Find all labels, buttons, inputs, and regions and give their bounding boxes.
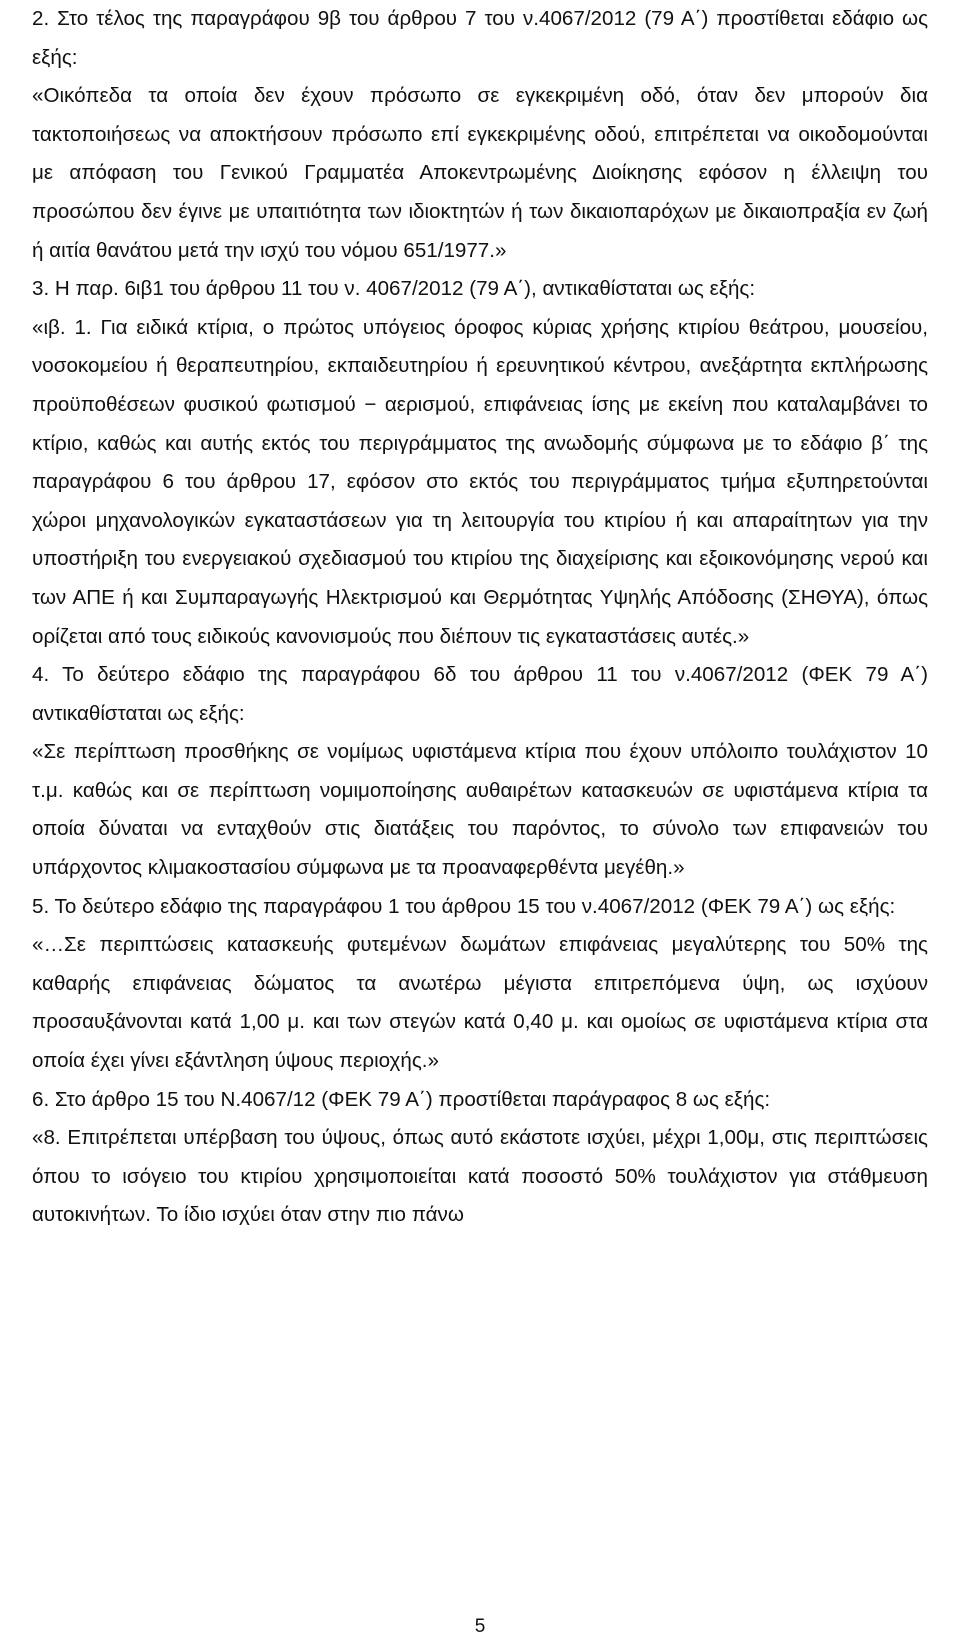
quoted-amendment-green-roofs: «…Σε περιπτώσεις κατασκευής φυτεμένων δωμάτων επιφάνειας μεγαλύτερης του 50% της καθαρής επιφάνειας δώματος τα ανωτέρω μέγιστα επιτρεπόμενα ύψη, ως ισχύουν προσαυξάνονται κατά 1,00 μ. και των στεγών κατά 0,40 μ. και ομοίως σε υφιστάμενα κτίρια στα οποία έχει γίνει εξάντληση ύψους περιοχής.» (32, 933, 928, 1073)
document-body (32, 0, 928, 1235)
quoted-amendment-staircase: «Σε περίπτωση προσθήκης σε νομίμως υφιστάμενα κτίρια που έχουν υπόλοιπο τουλάχιστον 10 τ.μ. καθώς και σε περίπτωση νομιμοποίησης αυθαιρέτων κατασκευών σε υφιστάμενα κτίρια τα οποία δύναται να ενταχθούν στις διατάξεις του παρόντος, το σύνολο των επιφανειών του υπάρχοντος κλιμακοστασίου σύμφωνα με τα προαναφερθέντα μεγέθη.» (32, 740, 928, 880)
quoted-amendment-special-buildings: «ιβ. 1. Για ειδικά κτίρια, ο πρώτος υπόγειος όροφος κύριας χρήσης κτιρίου θεάτρου, μουσείου, νοσοκομείου ή θεραπευτηρίου, εκπαιδευτηρίου ή ερευνητικού κέντρου, ανεξάρτητα εκπλήρωσης προϋποθέσεων φυσικού φωτισμού − αερισμού, επιφάνειας ίσης με εκείνη που καταλαμβάνει το κτίριο, καθώς και αυτής εκτός του περιγράμματος της ανωδομής σύμφωνα με το εδάφιο β΄ της παραγράφου 6 του άρθρου 17, εφόσον στο εκτός του περιγράμματος τμήμα εξυπηρετούνται χώροι μηχανολογικών εγκαταστάσεων για τη λειτουργία του κτιρίου ή και απαραίτητων για την υποστήριξη του ενεργειακού σχεδιασμού του κτιρίου της διαχείρισης και εξοικονόμησης νερού και των ΑΠΕ ή και Συμπαραγωγής Ηλεκτρισμού και Θερμότητας Υψηλής Απόδοσης (ΣΗΘΥΑ), όπως ορίζεται από τους ειδικούς κανονισμούς που διέπουν τις εγκαταστάσεις αυτές.» (32, 315, 928, 648)
paragraph-item-6: 6. Στο άρθρο 15 του Ν.4067/12 (ΦΕΚ 79 Α΄) προστίθεται παράγραφος 8 ως εξής: (32, 1087, 771, 1111)
paragraph-item-4: 4. Το δεύτερο εδάφιο της παραγράφου 6δ του άρθρου 11 του ν.4067/2012 (ΦΕΚ 79 Α΄) αντικαθίσταται ως εξής: (32, 663, 928, 725)
quoted-amendment-height: «8. Επιτρέπεται υπέρβαση του ύψους, όπως αυτό εκάστοτε ισχύει, μέχρι 1,00μ, στις περιπτώσεις όπου το ισόγειο του κτιρίου χρησιμοποιείται κατά ποσοστό 50% τουλάχιστον για στάθμευση αυτοκινήτων. Το ίδιο ισχύει όταν στην πιο πάνω (32, 1126, 928, 1227)
paragraph-item-3: 3. Η παρ. 6ιβ1 του άρθρου 11 του ν. 4067/2012 (79 Α΄), αντικαθίσταται ως εξής: (32, 277, 756, 301)
paragraph-item-5: 5. Το δεύτερο εδάφιο της παραγράφου 1 του άρθρου 15 του ν.4067/2012 (ΦΕΚ 79 Α΄) ως εξής: (32, 894, 896, 918)
quoted-amendment-plots: «Οικόπεδα τα οποία δεν έχουν πρόσωπο σε εγκεκριμένη οδό, όταν δεν μπορούν δια τακτοποιήσεως να αποκτήσουν πρόσωπο επί εγκεκριμένης οδού, επιτρέπεται να οικοδομούνται με απόφαση του Γενικού Γραμματέα Αποκεντρωμένης Διοίκησης εφόσον η έλλειψη του προσώπου δεν έγινε με υπαιτιότητα των ιδιοκτητών ή των δικαιοπαρόχων με δικαιοπραξία εν ζωή ή αιτία θανάτου μετά την ισχύ του νόμου 651/1977.» (32, 84, 928, 262)
page-number: 5 (474, 1616, 486, 1637)
paragraph-item-2: 2. Στο τέλος της παραγράφου 9β του άρθρου 7 του ν.4067/2012 (79 Α΄) προστίθεται εδάφιο ως εξής: (32, 7, 928, 69)
